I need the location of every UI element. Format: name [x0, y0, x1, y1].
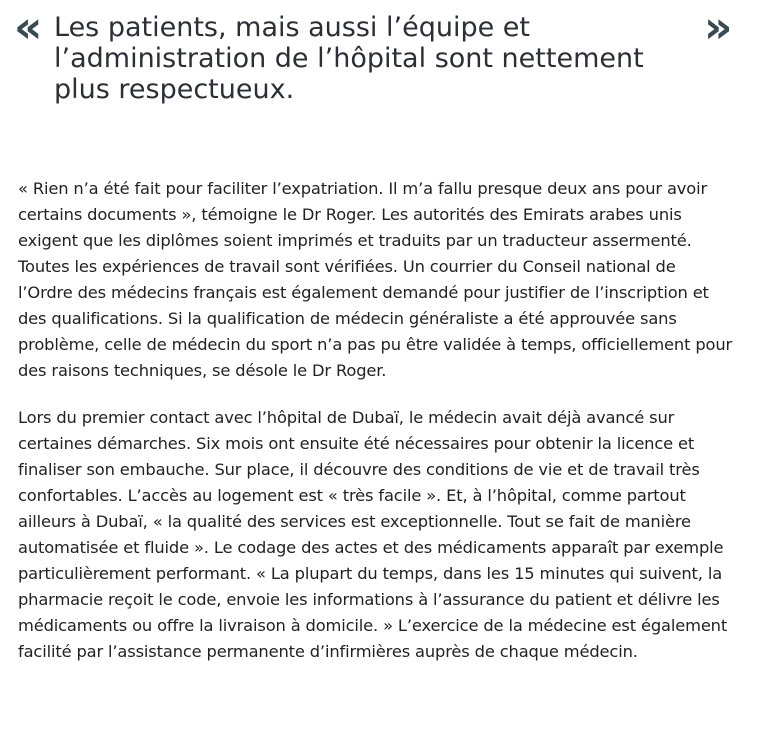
pull-quote-text: Les patients, mais aussi l’équipe et l’administration de l’hôpital sont nettement plus respectueux.	[54, 12, 644, 105]
open-quote-icon: «	[14, 2, 37, 53]
article-paragraph-2: Lors du premier contact avec l’hôpital de Dubaï, le médecin avait déjà avancé sur certaines démarches. Six mois ont ensuite été nécessaires pour obtenir la licence et finaliser son embauche. Sur place, il découvre des conditions de vie et de travail très confortables. L’accès au logement est « très facile ». Et, à l’hôpital, comme partout ailleurs à Dubaï, « la qualité des services est exceptionnelle. Tout se fait de manière automatisée et fluide ». Le codage des actes et des médicaments apparaît par exemple particulièrement performant. « La plupart du temps, dans les 15 minutes qui suivent, la pharmacie reçoit le code, envoie les informations à l’assurance du patient et délivre les médicaments ou offre la livraison à domicile. » L’exercice de la médecine est également facilité par l’assistance permanente d’infirmières auprès de chaque médecin.	[18, 408, 728, 661]
article-body	[18, 176, 733, 686]
pull-quote	[14, 2, 769, 106]
close-quote-icon: »	[704, 2, 727, 53]
article-paragraph-1: « Rien n’a été fait pour faciliter l’expatriation. Il m’a fallu presque deux ans pour avoir certains documents », témoigne le Dr Roger. Les autorités des Emirats arabes unis exigent que les diplômes soient imprimés et traduits par un traducteur assermenté. Toutes les expériences de travail sont vérifiées. Un courrier du Conseil national de l’Ordre des médecins français est également demandé pour justifier de l’inscription et des qualifications. Si la qualification de médecin généraliste a été approuvée sans problème, celle de médecin du sport n’a pas pu être validée à temps, officiellement pour des raisons techniques, se désole le Dr Roger.	[18, 179, 733, 380]
